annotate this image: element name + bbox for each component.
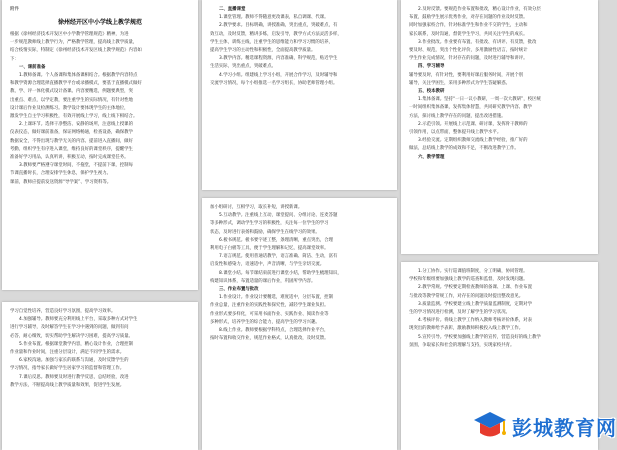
text-line: 辅导，关注学困生，采用多种形式为学生答疑解惑。 — [409, 80, 510, 86]
text-line: 作业量和作业时间，注重分层设计，满足不同学生的需求。 — [10, 350, 125, 356]
page-body — [10, 31, 190, 187]
text-line: 做法，总结线上教学的成效和不足，不断改进教学工作。 — [409, 146, 519, 152]
page-body — [2, 302, 198, 394]
page-2 — [202, 0, 397, 190]
text-line: 5.宣传引导。学校要加强线上教学的宣传，营造良好的线上教学 — [418, 334, 541, 340]
text-line: 8.课堂小结。每节课结束前进行课堂小结，帮助学生梳理知识， — [219, 270, 342, 276]
text-line: 学习情况，指导家长做好学生居家学习的监督和管理工作。 — [10, 366, 125, 372]
page-body — [401, 0, 598, 166]
text-line: 学习自觉性培养，营造良好学习氛围，提高学习效率。 — [10, 309, 116, 314]
text-line: 仪表仪态，做好课前准备，保证网络畅通，检查设备，确保教学 — [10, 130, 133, 136]
text-line: 同时加强家校合作，针对标准学生和作业不交的学生，主动和 — [409, 23, 528, 29]
text-line: 二、直播课堂 — [219, 7, 246, 12]
text-line: 三、作业布置与批改 — [219, 287, 259, 293]
text-line: 1.分工协作。实行巡课值班制度，分工明确，协同管理。 — [418, 269, 528, 274]
graduation-cap-logo-icon — [470, 406, 510, 446]
text-line: 一时间组织集体备课，发挥集体智慧，共同研究教学内容、教学 — [409, 105, 532, 111]
page-title: 徐州经开区中小学线上教学规范 — [57, 19, 142, 26]
text-line: 激发学生自主学习积极性，有效开展线上学习，线上线下相结合。 — [10, 114, 138, 120]
text-line: 生活实际，突出重点，突破难点。 — [210, 64, 276, 70]
text-line: 布置，鼓励学生展示优秀作业，对存在问题的作业及时反馈。 — [409, 15, 528, 21]
watermark-text: 彭城教育网 — [512, 415, 617, 440]
text-line: 教学方法，不断提高线上教学质量和效果，促进学生发展。 — [10, 382, 125, 388]
text-line: 考勤，组织学生有序进入课堂，维持良好的课堂秩序，提醒学生 — [10, 146, 133, 152]
page-4 — [202, 198, 397, 450]
text-line: 六、教学管理 — [418, 154, 445, 160]
text-line: 现突出的教师给予表彰，激励教师积极投入线上教学工作。 — [409, 326, 524, 332]
text-line: 状态，及时进行表扬和鼓励，确保学生在线学习的效果。 — [210, 229, 320, 235]
text-line: 必答，耐心细致，切实帮助学生解决学习困难，提高学习质量。 — [10, 333, 133, 339]
text-line: 设计课后作业及检测练习。教学设计要体现学生的主体地位， — [10, 105, 129, 111]
text-line: 2.及时反馈。要规范作业布置和批改，精心设计作业，有效分层 — [418, 7, 541, 12]
site-watermark — [470, 402, 617, 450]
text-line: 下： — [10, 56, 19, 62]
text-line: 1.教师备课。个人备课和集体备课相结合。根据教学内容特点 — [19, 73, 138, 79]
text-line: 5.互动教学。注重线上互动，课堂提问、分组讨论、连麦答题 — [219, 213, 338, 219]
text-line: 4.考核评价。将线上教学工作纳入教师考核评价体系，对表 — [418, 318, 532, 324]
text-line: 课前，教师应提前发送资源“导学案”、学习资料等。 — [10, 179, 112, 185]
text-line: 交流学习情况，每个小组推选一名学习组长，协助老师管理小组。 — [210, 80, 338, 86]
text-line: 四、学习辅导 — [418, 64, 445, 70]
text-line: 学生主体，训练主线，注重学生的思维能力和学习习惯的培养， — [210, 39, 333, 45]
text-line: 1.课堂管理。教师不得随意更改课表，私自调课、代课。 — [219, 15, 329, 21]
page-5 — [2, 302, 198, 450]
text-line: 方法，探讨线上教学存在的问题，提出改进措施。 — [409, 113, 506, 119]
text-line: 多种形式，培养学生的综合能力，提高学生的学习兴趣。 — [210, 319, 320, 325]
text-line: 结合疫情实际，特制定《徐州经济技术开发区线上教学规范》内容如 — [10, 48, 142, 54]
text-line: 提高学生学习的主动性和积极性，全面提高教学质量。 — [210, 48, 316, 54]
page-body — [202, 198, 397, 347]
text-line: 2.上课环节。选择干净整洁、安静的场所，注意线上授课的 — [19, 122, 133, 128]
text-line: 辅导要及时，有针对性，要利用好课后服务时间，开展个别 — [409, 72, 524, 78]
text-line: 4.加强辅导。教师要充分利用线上平台，采取多种方式对学生 — [19, 317, 138, 323]
text-line: 3.教学内容。精选课程资源，内容准确，科学规范，贴近学生 — [219, 56, 338, 62]
text-line: 一步规范教师线上教学行为，严格教学管理，提高线上教学质量， — [10, 40, 138, 46]
text-line: 加小组研讨，互相学习，取长补短，讲授新课。 — [210, 205, 303, 210]
text-line: 6.板书规范。板书要字迹工整，条理清晰，重点突出，合理 — [219, 237, 333, 243]
text-line: 效互动，及时反馈，精讲多练，启发引导，教学方式方法灵活多样， — [210, 31, 342, 37]
text-line: 4.学习小组。组建线上学习小组，开展合作学习，及时辅导和 — [219, 72, 338, 78]
page-1 — [2, 0, 198, 290]
text-line: 学校和年级组要加强线上教学的巡查和监督，及时发现问题。 — [409, 277, 528, 283]
text-line: 和教学资源合理选择直播教学平台或录播模式，要基于直播模式做好 — [10, 81, 142, 87]
text-line: 7.语言规范。使用普通话教学，语言准确、简洁、生动，富有 — [219, 254, 338, 260]
text-line: 出重点、难点，以学定教，要注重学生的实际情况，有针对性地 — [10, 97, 133, 103]
page-body — [401, 262, 598, 354]
text-line: 生的学习情况进行检测，及时了解学生的学习状况。 — [409, 310, 510, 316]
text-line: 启发性和感染力，语速适中，声音清晰，与学生亲切交流。 — [210, 262, 325, 268]
text-line: 五、校本教研 — [418, 89, 445, 95]
text-line: 3.教师要严格遵守课堂时间，不拖堂，不提前下课，控制每 — [19, 163, 133, 169]
text-line: 5.作业布置。根据课堂教学内容，精心设计作业，合理控制 — [19, 341, 133, 347]
attachment-tag: 附件 — [10, 7, 20, 12]
text-line: 1.集体备课。坚持“一日一议小教研，一周一次大教研”，校区统 — [418, 97, 541, 103]
text-line: 按时布置和收交作业，规范作业格式，认真批改，及时反馈。 — [210, 336, 329, 342]
text-line: 要及时、规范，突出个性化评价，多用激励性语言，按时统计 — [409, 48, 528, 54]
text-line: 8.线上作业。教师要根据学科特点，合理选择作业平台， — [219, 328, 329, 334]
text-line: 作业形式要多样化，可采用书面作业、实践作业、阅读作业等 — [210, 311, 329, 317]
text-line: 引领作用，以点带面，整体提升线上教学水平。 — [409, 130, 502, 136]
page-3 — [401, 0, 598, 254]
text-line: 根据《徐州经济技术开发区中小学教学管理规范》精神，为进 — [10, 32, 129, 37]
text-line: 作业总量，注重作业的实践性和探究性，减轻学生课业负担。 — [210, 303, 329, 309]
text-line: 1.作业设计。作业设计要精选，难度适中，分层布置，控制 — [219, 295, 333, 301]
text-line: 3.质量监测。学校要建立线上教学质量监测制度，定期对学 — [418, 301, 532, 307]
text-line: 数据安全，不得出现与教学无关的内容。提前进入直播间，做好 — [10, 138, 133, 144]
text-line: 7.课后反思。教师要及时进行教学反思，总结经验，改进 — [19, 374, 129, 380]
text-line: 等多种形式，调动学生学习的积极性，关注每一位学生的学习 — [210, 221, 329, 227]
text-line: 6.家校沟通。加强与家长的联系与沟通，及时反馈学生的 — [19, 358, 129, 364]
text-line: 3.经验交流。定期组织教师交流线上教学经验，推广好的 — [418, 138, 528, 144]
text-line: 一、课前准备 — [19, 64, 46, 70]
text-line: 与批改等教学常规工作，对存在的问题及时提出整改意见。 — [409, 293, 524, 299]
text-line: 氛围，争取家长和社会的理解与支持，实现家校共育。 — [409, 342, 515, 348]
text-line: 准备好学习用品，认真听讲，积极互动，按时完成课堂任务。 — [10, 155, 129, 161]
text-line: 2.示范引领。开展线上示范课、研讨课，发挥骨干教师的 — [418, 121, 528, 127]
text-line: 2.教学要求。目标明确，讲授准确，突出重点，突破难点，有 — [219, 23, 338, 29]
text-line: 2.教学常规。学校要定期检查教师的备课、上课、作业布置 — [418, 285, 532, 291]
text-line: 利用电子白板等工具，便于学生理解和记忆，提高课堂效率。 — [210, 246, 329, 252]
text-line: 构建知识体系，布置适量的课后作业，巩固所学内容。 — [210, 278, 316, 284]
text-line: 学生作业完成情况，针对存在的问题，及时进行辅导和讲评。 — [409, 56, 528, 62]
text-line: 节课直播时长，合理安排学生休息，保护学生视力。 — [10, 171, 111, 177]
text-line: 进行学习辅导，及时解答学生在学习中遇到的问题，做到有问 — [10, 325, 129, 331]
text-line: 家长联系，及时沟通，督促学生学习，共同关注学生的成长。 — [409, 31, 528, 37]
text-line: 3.作业批改。作业要有布置、有批改、有讲评、有反馈，批改 — [418, 39, 537, 45]
page-body — [202, 0, 397, 92]
text-line: 教、学、评一体化模式设计备课。内容要精选，例题要典型，突 — [10, 89, 133, 95]
